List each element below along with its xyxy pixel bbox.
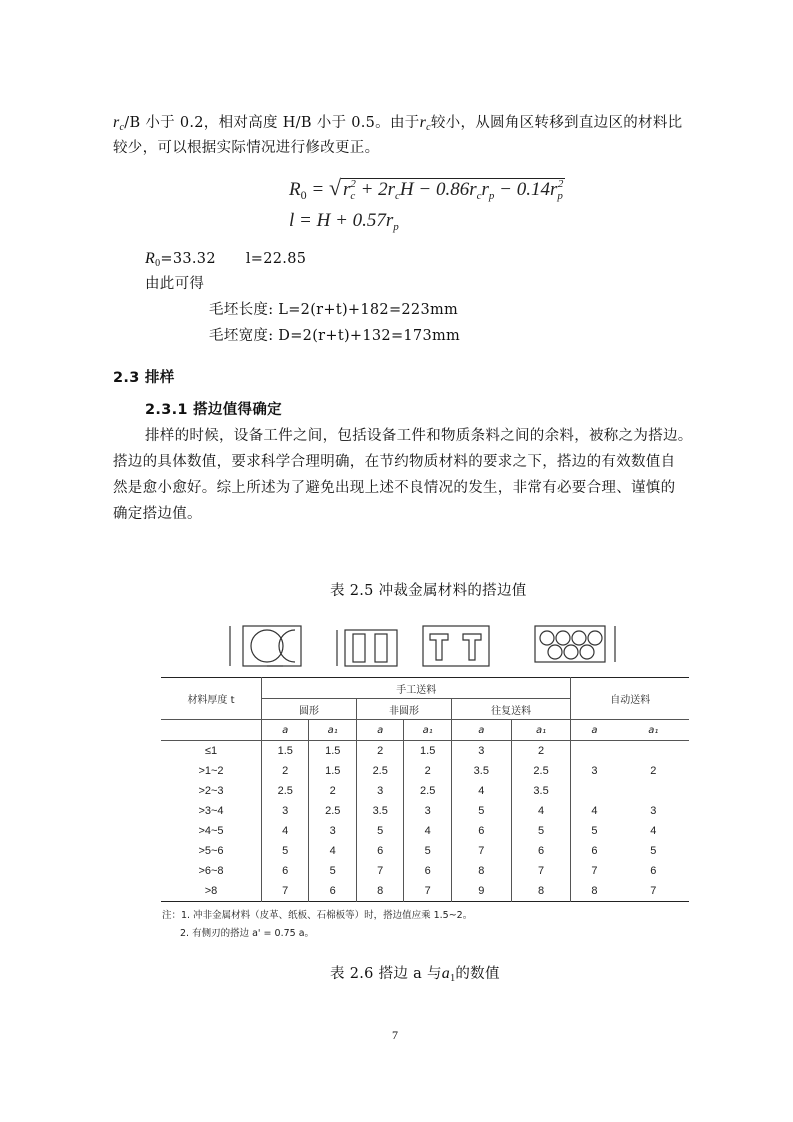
- round-part: [251, 630, 283, 662]
- table-row: [161, 741, 689, 762]
- value-cell: 2.5: [262, 781, 309, 801]
- sub-header: a: [356, 720, 403, 741]
- value-cell: 7: [262, 881, 309, 902]
- col-nonround: 非圆形: [356, 699, 451, 720]
- value-cell: 6: [404, 861, 451, 881]
- value-cell: 2: [309, 781, 356, 801]
- col-auto-feed: 自动送料: [571, 678, 689, 720]
- value-cell: 8: [591, 885, 598, 897]
- blank-length: 毛坯长度: L=2(r+t)+182=223mm: [209, 302, 459, 318]
- body-line-1: 排样的时候，设备工件之间，包括设备工件和物质条料之间的余料，被称之为搭边。: [145, 428, 693, 444]
- value-cell: 4: [591, 805, 598, 817]
- value-cell: [571, 781, 618, 801]
- value-cell: 6: [262, 861, 309, 881]
- body-line-3: 然是愈小愈好。综上所述为了避免出现上述不良情况的发生，非常有必要合理、谨慎的: [113, 480, 676, 496]
- section-subtitle: 2.3.1 搭边值得确定: [145, 402, 282, 418]
- value-cell: 5: [262, 841, 309, 861]
- value-cell: 6: [451, 821, 511, 841]
- table-caption-2: [330, 961, 500, 991]
- value-cell: 1.5: [404, 741, 451, 762]
- body-line-4: 确定搭边值。: [113, 506, 202, 522]
- table-row: [161, 881, 689, 902]
- value-cell: 6: [591, 845, 598, 857]
- text-span: /B 小于 0.2，相对高度 H/B 小于 0.5。由于: [124, 115, 420, 131]
- value-cell: 3: [404, 801, 451, 821]
- value-cell: 5: [356, 821, 403, 841]
- thickness-cell: >3~4: [161, 801, 262, 821]
- value-cell: 7: [650, 885, 657, 897]
- value-cell: 7: [591, 865, 598, 877]
- blank-width: 毛坯宽度: D=2(r+t)+132=173mm: [209, 328, 461, 344]
- layout-diagrams: [225, 616, 625, 672]
- value-cell: 4: [511, 801, 571, 821]
- value-cell: 1.5: [262, 741, 309, 762]
- strip-tshape: [423, 626, 489, 666]
- paragraph-line: 较少，可以根据实际情况进行修改更正。: [113, 140, 380, 156]
- value-cell: 3: [356, 781, 403, 801]
- sub-header: a₁: [648, 724, 659, 736]
- value-cell: 2: [404, 761, 451, 781]
- value-cell: 4: [650, 825, 657, 837]
- col-thickness: 材料厚度 t: [161, 678, 262, 720]
- thickness-cell: >1~2: [161, 761, 262, 781]
- body-line-2: 搭边的具体数值，要求科学合理明确，在节约物质材料的要求之下，搭边的有效数值自: [113, 454, 676, 470]
- value-cell: 5: [451, 801, 511, 821]
- value-cell: 6: [356, 841, 403, 861]
- sub-header: a: [451, 720, 511, 741]
- value-cell: 2.5: [511, 761, 571, 781]
- value-cell: 4: [262, 821, 309, 841]
- value-cell: 3: [451, 741, 511, 762]
- col-manual-feed: 手工送料: [262, 678, 571, 699]
- value-cell: 1.5: [309, 741, 356, 762]
- section-title: 2.3 排样: [113, 370, 175, 386]
- page-number: 7: [392, 1028, 398, 1042]
- value-cell: 4: [451, 781, 511, 801]
- caption2-tail: 的数值: [455, 966, 500, 982]
- table-row: [161, 761, 689, 781]
- value-cell: 2.5: [356, 761, 403, 781]
- thickness-cell: >4~5: [161, 821, 262, 841]
- value-cell: 3: [591, 765, 598, 777]
- value-cell: 5: [309, 861, 356, 881]
- value-cell: 5: [591, 825, 598, 837]
- value-cell: 9: [451, 881, 511, 902]
- math-rc: $r_c$: [419, 114, 431, 133]
- caption2-text: 表 2.6 搭边 a 与: [330, 966, 442, 982]
- value-cell: 6: [309, 881, 356, 902]
- thickness-cell: ≤1: [161, 741, 262, 762]
- l-value: l=22.85: [245, 251, 307, 267]
- value-cell: 2.5: [309, 801, 356, 821]
- sub-header: a₁: [404, 720, 451, 741]
- thickness-cell: >5~6: [161, 841, 262, 861]
- table-row: [161, 781, 689, 801]
- col-round: 圆形: [262, 699, 357, 720]
- sub-header: a₁: [309, 720, 356, 741]
- value-cell: [571, 741, 618, 762]
- thus-text: 由此可得: [145, 276, 205, 292]
- value-cell: [618, 741, 689, 762]
- col-reciprocating: 往复送料: [451, 699, 570, 720]
- sub-header: a₁: [511, 720, 571, 741]
- value-cell: 7: [356, 861, 403, 881]
- value-cell: 2: [356, 741, 403, 762]
- value-cell: 3: [262, 801, 309, 821]
- value-cell: 3: [309, 821, 356, 841]
- sub-header: a: [262, 720, 309, 741]
- value-cell: 8: [356, 881, 403, 902]
- value-cell: 6: [650, 865, 657, 877]
- table-note-2: 2. 有侧刃的搭边 a' = 0.75 a。: [180, 928, 315, 939]
- value-cell: 8: [451, 861, 511, 881]
- value-cell: 3.5: [356, 801, 403, 821]
- table-row: [161, 801, 689, 821]
- math-rc: $r_c$: [113, 114, 125, 133]
- table-caption: 表 2.5 冲裁金属材料的搭边值: [330, 583, 527, 599]
- value-cell: 5: [511, 821, 571, 841]
- value-cell: 7: [404, 881, 451, 902]
- formula-l-text: l = H + 0.57r: [289, 210, 394, 231]
- value-cell: 2: [262, 761, 309, 781]
- math-r0: $R_0$: [145, 250, 161, 269]
- strip-round: [243, 626, 301, 666]
- value-cell: 7: [451, 841, 511, 861]
- edge-value-table: [161, 677, 689, 902]
- table-row: [161, 841, 689, 861]
- table-row: [161, 821, 689, 841]
- value-cell: [618, 781, 689, 801]
- table-row: [161, 861, 689, 881]
- text-span: 较小，从圆角区转移到直边区的材料比: [430, 115, 683, 131]
- thickness-cell: >8: [161, 881, 262, 902]
- math-a1: $a_1$: [441, 965, 456, 984]
- thickness-cell: >2~3: [161, 781, 262, 801]
- value-cell: 6: [511, 841, 571, 861]
- formula-l-sub: p: [393, 221, 399, 233]
- formula-r0: $R_0$ = √ $r_c^2 + 2r_cH - 0.86r_cr_p - 0.14r_p^2$: [289, 175, 564, 202]
- value-cell: 3: [650, 805, 657, 817]
- value-cell: 3.5: [451, 761, 511, 781]
- value-cell: 2.5: [404, 781, 451, 801]
- table-note-1: 注：1. 冲非金属材料（皮革、纸板、石棉板等）时，搭边值应乘 1.5~2。: [162, 910, 473, 921]
- thickness-cell: >6~8: [161, 861, 262, 881]
- value-cell: 8: [511, 881, 571, 902]
- r0-value: =33.32: [160, 251, 216, 267]
- value-cell: 5: [404, 841, 451, 861]
- value-cell: 2: [650, 765, 657, 777]
- value-cell: 5: [650, 845, 657, 857]
- value-cell: 2: [511, 741, 571, 762]
- value-cell: 4: [309, 841, 356, 861]
- value-cell: 7: [511, 861, 571, 881]
- value-cell: 3.5: [511, 781, 571, 801]
- formula-l: [289, 210, 399, 233]
- value-cell: 1.5: [309, 761, 356, 781]
- sub-header: a: [591, 724, 598, 736]
- value-cell: 4: [404, 821, 451, 841]
